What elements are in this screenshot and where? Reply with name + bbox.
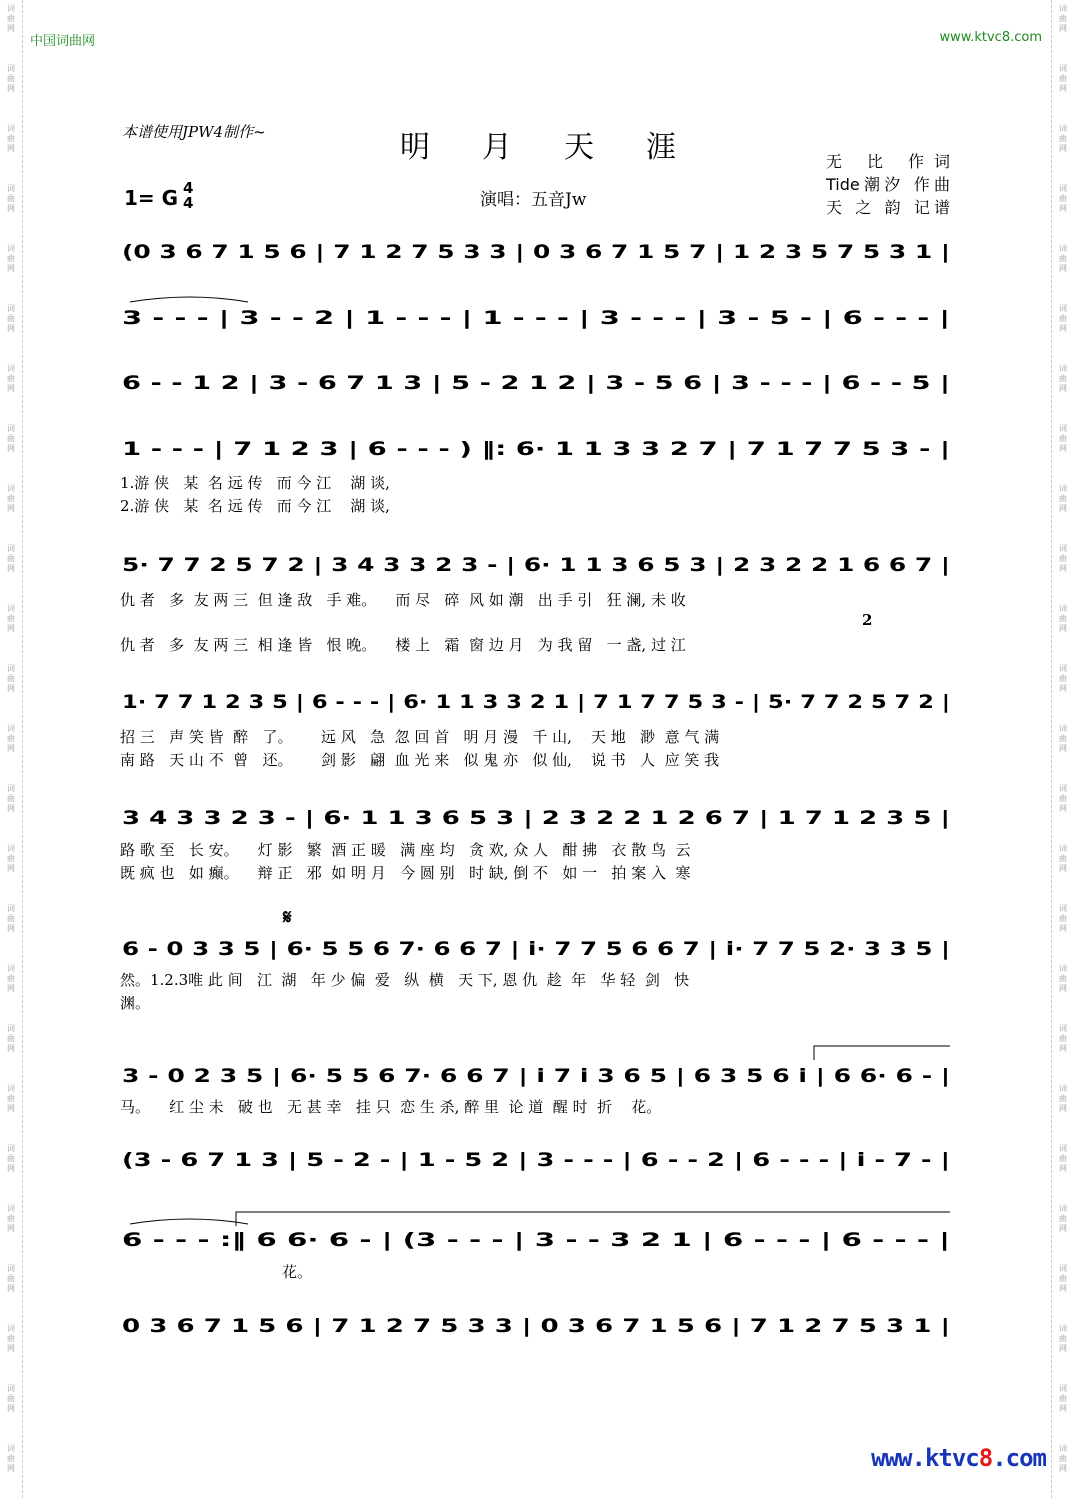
lyric-line-v1-f: 马。 红 尘 未 破 也 无 甚 幸 挂 只 恋 生 杀, 醉 里 论 道 醒 时 折 花。 bbox=[120, 1098, 662, 1116]
staff-line-11: 6 - - - :‖ 6 6· 6 - | (3 - - - | 3 - - 3 2 1 | 6 - - - | 6 - - - | bbox=[122, 1229, 950, 1251]
lyric-line-v2-e: 渊。 bbox=[120, 994, 151, 1012]
slur-arc bbox=[130, 1219, 248, 1224]
watermark-text: 词曲网 bbox=[1059, 1384, 1067, 1413]
watermark-text: 词曲网 bbox=[1059, 484, 1067, 513]
watermark-text: 词曲网 bbox=[7, 1324, 15, 1353]
watermark-text: 词曲网 bbox=[1059, 1084, 1067, 1113]
watermark-text: 词曲网 bbox=[1059, 724, 1067, 753]
watermark-text: 词曲网 bbox=[1059, 844, 1067, 873]
lyric-line-v2-c: 南 路 天 山 不 曾 还。 剑 影 翩 血 光 来 似 鬼 亦 似 仙, 说 书 人 应 笑 我 bbox=[120, 751, 720, 769]
volta-bracket-1 bbox=[814, 1046, 950, 1060]
watermark-text: 词曲网 bbox=[1059, 1444, 1067, 1473]
watermark-text: 词曲网 bbox=[1059, 784, 1067, 813]
watermark-text: 词曲网 bbox=[1059, 1144, 1067, 1173]
site-url-link[interactable]: www.ktvc8.com bbox=[939, 30, 1042, 45]
watermark-text: 词曲网 bbox=[1059, 604, 1067, 633]
watermark-text: 词曲网 bbox=[1059, 184, 1067, 213]
watermark-text: 词曲网 bbox=[7, 364, 15, 393]
transcriber-credit: 天 之 韵 记谱 bbox=[826, 198, 950, 217]
lyric-line-v2-b: 仇 者 多 友 两 三 相 逢 皆 恨 晚。 楼 上 霜 窗 边 月 为 我 留 一 盏, 过 江 bbox=[120, 636, 686, 654]
watermark-text: 词曲网 bbox=[1059, 904, 1067, 933]
volta-bracket-2 bbox=[236, 1212, 950, 1226]
watermark-text: 词曲网 bbox=[7, 1024, 15, 1053]
watermark-text: 词曲网 bbox=[7, 4, 15, 33]
score-marks bbox=[282, 905, 292, 929]
staff-line-2: 3 - - - | 3 - - 2 | 1 - - - | 1 - - - | 3 - - - | 3 - 5 - | 6 - - - | bbox=[122, 307, 950, 329]
watermark-text: 词曲网 bbox=[1059, 1264, 1067, 1293]
watermark-text: 词曲网 bbox=[1059, 424, 1067, 453]
watermark-text: 词曲网 bbox=[7, 1204, 15, 1233]
watermark-text: 词曲网 bbox=[1059, 1024, 1067, 1053]
staff-line-8: 6 - 0 3 3 5 | 6· 5 5 6 7· 6 6 7 | i· 7 7 5 6 6 7 | i· 7 7 5 2· 3 3 5 | bbox=[122, 938, 950, 960]
lyric-line-v1-c: 招 三 声 笑 皆 醉 了。 远 风 急 忽 回 首 明 月 漫 千 山, 天 地 渺 意 气 满 bbox=[120, 728, 720, 746]
staff-line-9: 3 - 0 2 3 5 | 6· 5 5 6 7· 6 6 7 | i 7 i 3 6 5 | 6 3 5 6 i | 6 6· 6 - | bbox=[122, 1065, 950, 1087]
watermark-text: 词曲网 bbox=[1059, 364, 1067, 393]
segno-sign: 𝄋 bbox=[283, 905, 292, 929]
watermark-text: 词曲网 bbox=[1059, 244, 1067, 273]
lyric-line-v2-d: 既 疯 也 如 癫。 辩 正 邪 如 明 月 今 圆 别 时 缺, 倒 不 如 一 拍 案 入 寒 bbox=[120, 864, 691, 882]
watermark-text: 词曲网 bbox=[7, 424, 15, 453]
singer-credit: 演唱：五音Jw bbox=[480, 190, 587, 210]
staff-line-7: 3 4 3 3 2 3 - | 6· 1 1 3 6 5 3 | 2 3 2 2 1 2 6 7 | 1 7 1 2 3 5 | bbox=[122, 807, 950, 829]
staff-line-1: (0 3 6 7 1 5 6 | 7 1 2 7 5 3 3 | 0 3 6 7 1 5 7 | 1 2 3 5 7 5 3 1 | bbox=[122, 241, 950, 263]
watermark-text: 词曲网 bbox=[7, 964, 15, 993]
watermark-text: 词曲网 bbox=[7, 544, 15, 573]
brand-logo: www.ktvc8.com bbox=[871, 1444, 1046, 1472]
slur-arc bbox=[130, 297, 248, 302]
watermark-text: 词曲网 bbox=[7, 1384, 15, 1413]
site-name-link[interactable]: 中国词曲网 bbox=[30, 34, 96, 49]
lyric-line-v2-a: 2.游 侠 某 名 远 传 而 今 江 湖 谈, bbox=[120, 497, 390, 515]
watermark-text: 词曲网 bbox=[7, 604, 15, 633]
staff-lines bbox=[122, 241, 950, 1337]
staff-line-6: 1· 7 7 1 2 3 5 | 6 - - - | 6· 1 1 3 3 2 1 | 7 1 7 7 5 3 - | 5· 7 7 2 5 7 2 | bbox=[122, 691, 950, 713]
watermark-text: 词曲网 bbox=[7, 904, 15, 933]
key-signature: 1= G bbox=[124, 186, 179, 210]
watermark-text: 词曲网 bbox=[1059, 544, 1067, 573]
watermark-text: 词曲网 bbox=[7, 1264, 15, 1293]
watermark-text: 词曲网 bbox=[7, 1144, 15, 1173]
lyric-line-v1-a: 1.游 侠 某 名 远 传 而 今 江 湖 谈, bbox=[120, 474, 390, 492]
lyric-line-v1-g: 花。 bbox=[282, 1263, 313, 1281]
watermark-text: 词曲网 bbox=[7, 724, 15, 753]
song-title: 明月天涯 bbox=[400, 130, 728, 165]
watermark-text: 词曲网 bbox=[7, 304, 15, 333]
watermark-text: 词曲网 bbox=[1059, 964, 1067, 993]
watermark-text: 词曲网 bbox=[7, 124, 15, 153]
watermark-text: 词曲网 bbox=[1059, 64, 1067, 93]
software-note: 本谱使用JPW4制作~ bbox=[122, 123, 266, 141]
staff-line-12: 0 3 6 7 1 5 6 | 7 1 2 7 5 3 3 | 0 3 6 7 1 5 6 | 7 1 2 7 5 3 1 | bbox=[122, 1315, 950, 1337]
staff-line-3: 6 - - 1 2 | 3 - 6 7 1 3 | 5 - 2 1 2 | 3 - 5 6 | 3 - - - | 6 - - 5 | bbox=[122, 372, 950, 394]
lyric-line-v1-e: 然。1.2.3唯 此 间 江 湖 年 少 偏 爱 纵 横 天 下, 恩 仇 趁 年 华 轻 剑 快 bbox=[120, 971, 690, 989]
watermark-text: 词曲网 bbox=[7, 244, 15, 273]
watermark-text: 词曲网 bbox=[1059, 664, 1067, 693]
watermark-text: 词曲网 bbox=[1059, 4, 1067, 33]
watermark-text: 词曲网 bbox=[7, 664, 15, 693]
watermark-text: 词曲网 bbox=[7, 184, 15, 213]
staff-line-10: (3 - 6 7 1 3 | 5 - 2 - | 1 - 5 2 | 3 - - - | 6 - - 2 | 6 - - - | i - 7 - | bbox=[122, 1149, 950, 1171]
watermark-text: 词曲网 bbox=[1059, 124, 1067, 153]
watermark-text: 词曲网 bbox=[7, 484, 15, 513]
watermark-text: 词曲网 bbox=[1059, 304, 1067, 333]
lyricist-credit: 无 比 作词 bbox=[826, 152, 950, 171]
watermark-text: 词曲网 bbox=[7, 64, 15, 93]
watermark-text: 词曲网 bbox=[7, 844, 15, 873]
staff-line-4: 1 - - - | 7 1 2 3 | 6 - - - ) ‖: 6· 1 1 3 3 2 7 | 7 1 7 7 5 3 - | bbox=[122, 438, 950, 460]
time-bottom: 4 bbox=[183, 194, 194, 212]
lyric-line-v1-b: 仇 者 多 友 两 三 但 逢 敌 手 难。 而 尽 碎 风 如 潮 出 手 引 狂 澜, 未 收 bbox=[120, 591, 686, 609]
composer-credit: Tide潮汐 作曲 bbox=[826, 175, 950, 194]
watermark-text: 词曲网 bbox=[7, 1444, 15, 1473]
watermark-text: 词曲网 bbox=[7, 784, 15, 813]
watermark-text: 词曲网 bbox=[1059, 1204, 1067, 1233]
watermark-text: 词曲网 bbox=[7, 1084, 15, 1113]
lyric-line-v1-d: 路 歌 至 长 安。 灯 影 繁 酒 正 暖 满 座 均 贪 欢, 众 人 酣 拂 衣 散 鸟 云 bbox=[120, 841, 691, 859]
time-top: 4 bbox=[183, 179, 194, 197]
watermark-text: 词曲网 bbox=[1059, 1324, 1067, 1353]
staff-line-5: 5· 7 7 2 5 7 2 | 3 4 3 3 2 3 - | 6· 1 1 3 6 5 3 | 2 3 2 2 1 6 6 7 | bbox=[122, 554, 950, 576]
lyric-verse2-marker: 2 bbox=[862, 611, 873, 629]
